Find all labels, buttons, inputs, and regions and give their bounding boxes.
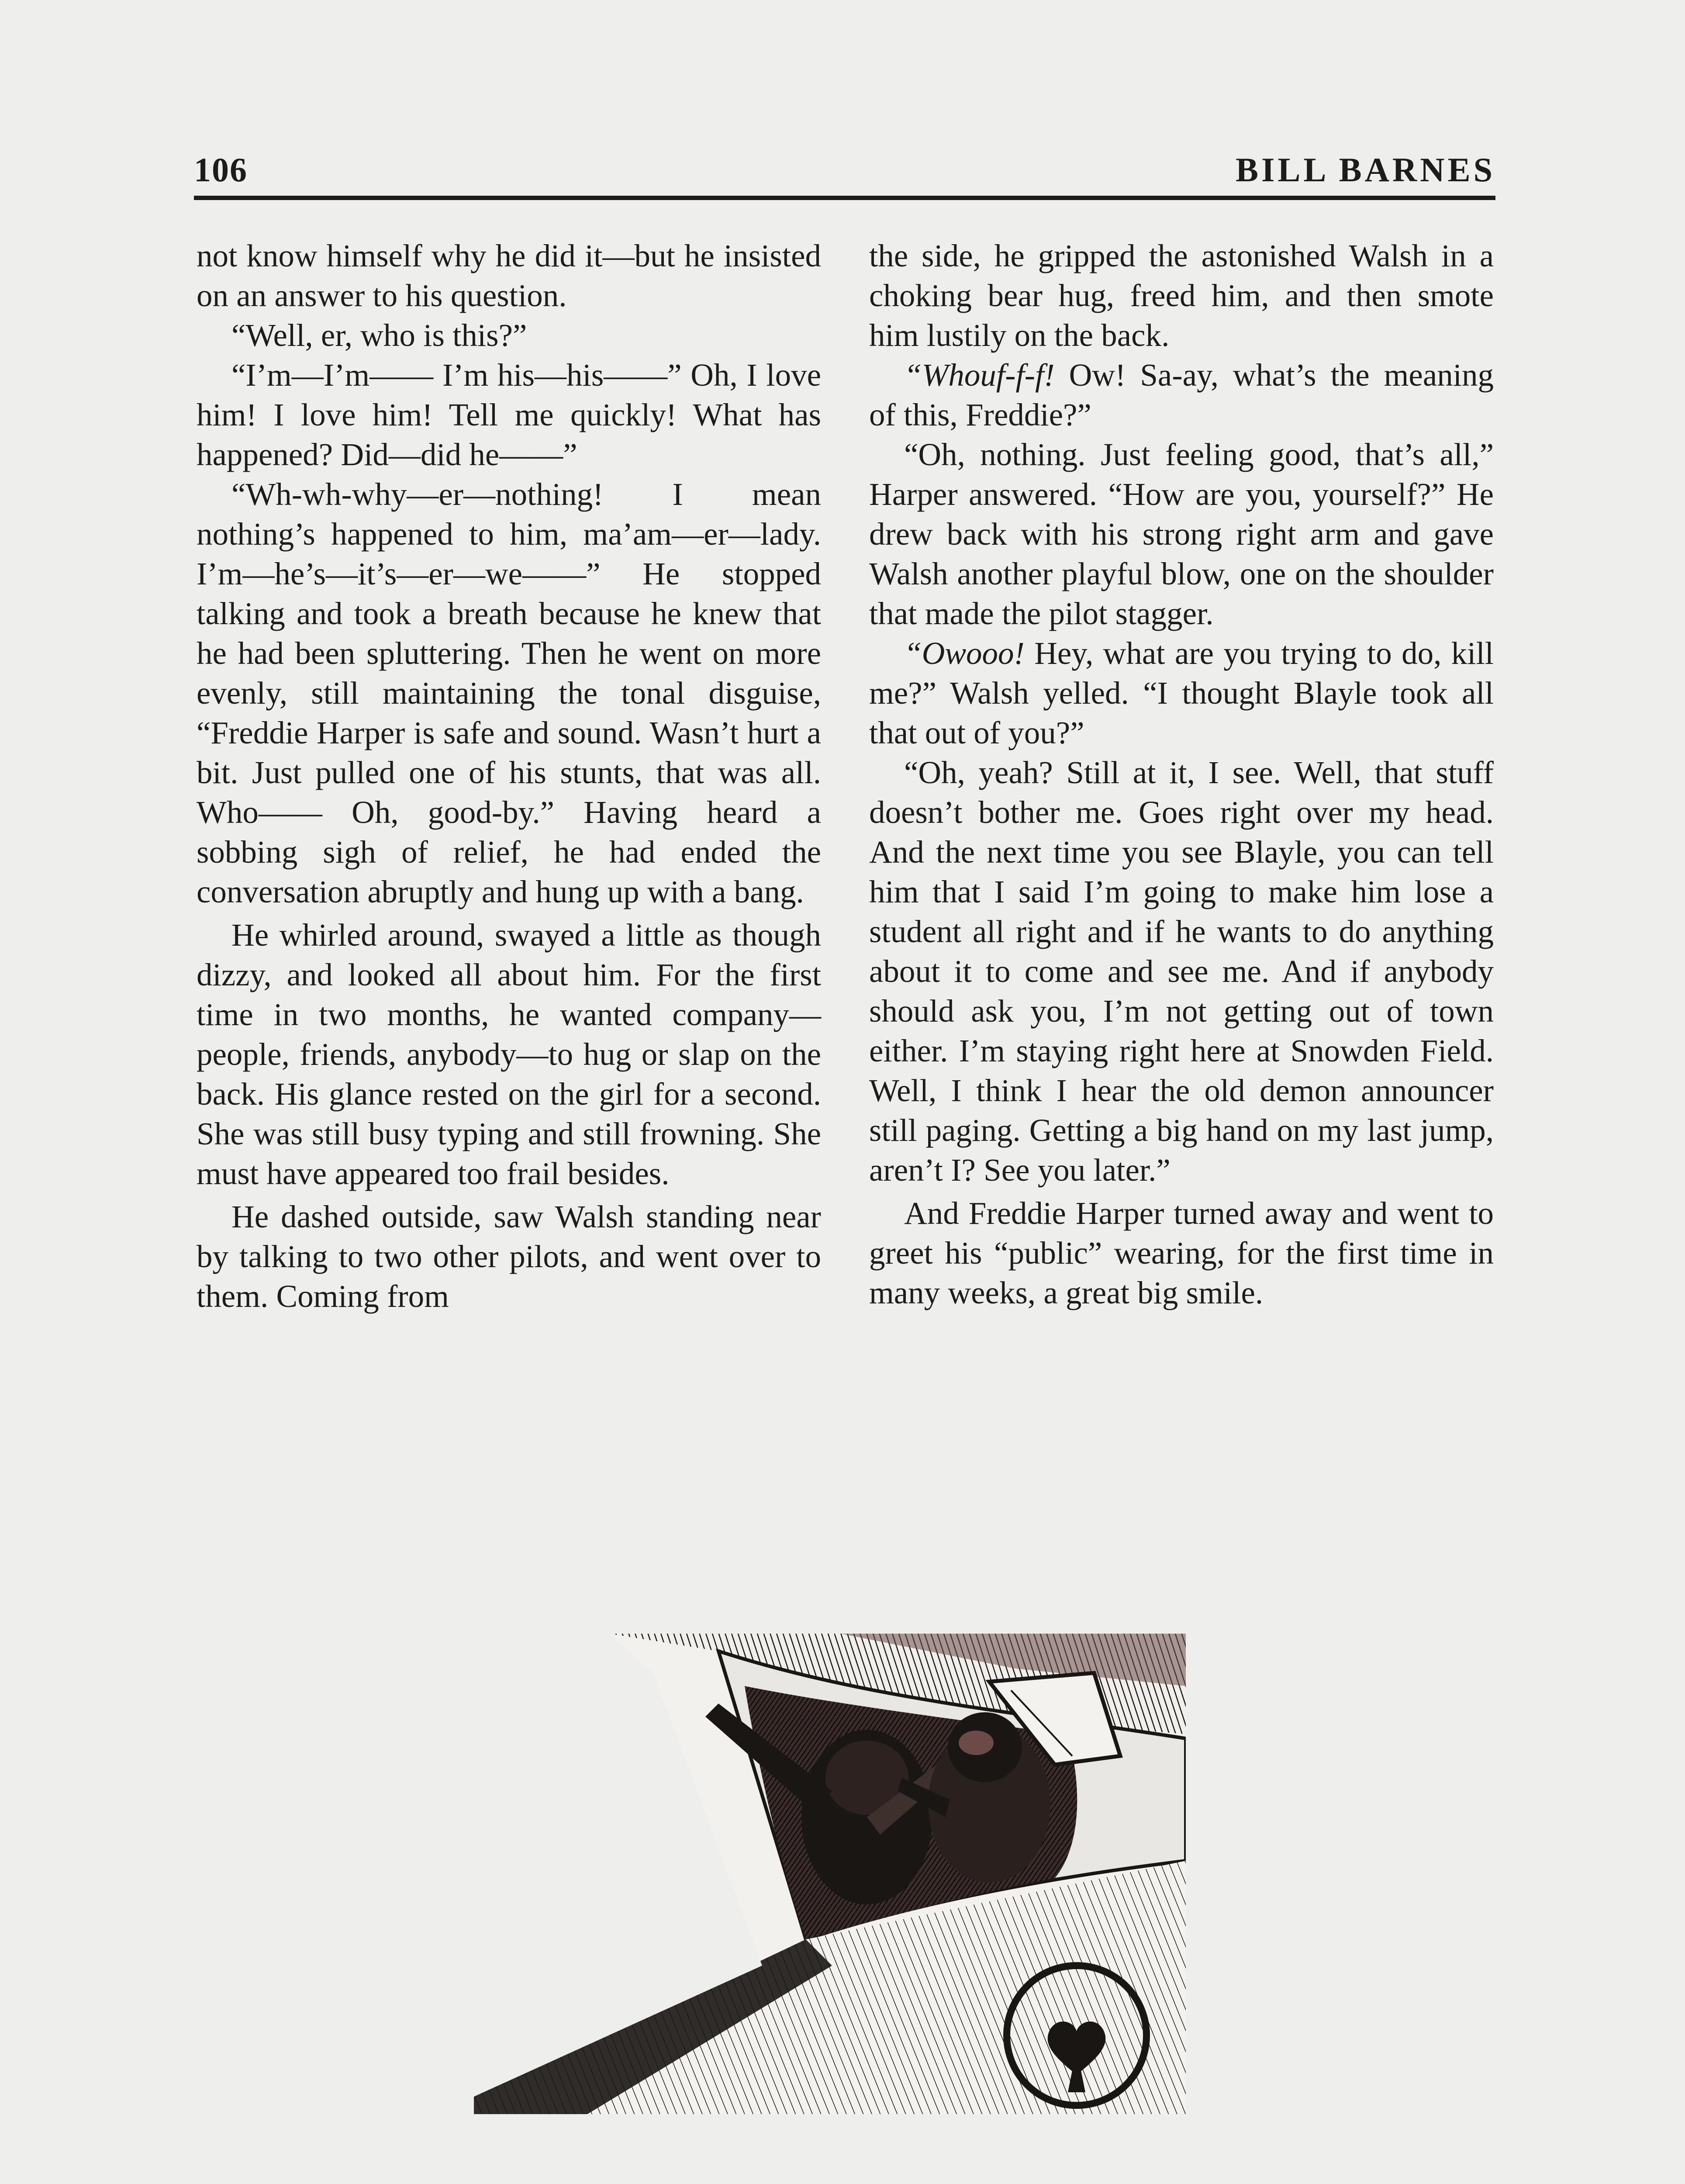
- right-column: [869, 236, 1494, 1313]
- paragraph: “Oh, nothing. Just feeling good, that’s all,” Harper answered. “How are you, yourself?” He drew back with his strong right arm and gave Walsh another playful blow, one on the shoulder that made the pilot stagger.: [869, 437, 1494, 631]
- paragraph: [869, 633, 1494, 753]
- page-header: [194, 148, 1495, 200]
- paragraph-text: Ow! Sa-ay, what’s the meaning of this, Freddie?”: [869, 357, 1494, 432]
- running-head: BILL BARNES: [1235, 151, 1495, 189]
- paragraph: “Well, er, who is this?”: [231, 318, 527, 353]
- paragraph: not know himself why he did it—but he insisted on an answer to his question.: [197, 238, 821, 313]
- paragraph: “Wh-wh-why—er—nothing! I mean nothing’s happened to him, ma’am—er—lady. I’m—he’s—it’s—er—we——” He stopped talking and took a breath because he knew that he had been spluttering. Then he went on more evenly, still maintaining the tonal disguise, “Freddie Harper is safe and sound. Wasn’t hurt a bit. Just pulled one of his stunts, that was all. Who—— Oh, good-by.” Having heard a sobbing sigh of relief, he had ended the conversation abruptly and hung up with a bang.: [197, 477, 821, 909]
- italic-exclamation: “Whouf-f-f!: [904, 357, 1055, 393]
- paragraph: He dashed outside, saw Walsh standing near by talking to two other pilots, and went over to them. Coming from: [197, 1199, 821, 1314]
- paragraph: “Oh, yeah? Still at it, I see. Well, that stuff doesn’t bother me. Goes right over my head. And the next time you see Blayle, you can tell him that I said I’m going to make him lose a student all right and if he wants to do anything about it to come and see me. And if anybody should ask you, I’m not getting out of town either. I’m staying right here at Snowden Field. Well, I think I hear the old demon announcer still paging. Getting a big hand on my last jump, aren’t I? See you later.”: [869, 755, 1494, 1188]
- cockpit-illustration: [474, 1634, 1186, 2114]
- paragraph: And Freddie Harper turned away and went to greet his “public” wearing, for the first time in many weeks, a great big smile.: [869, 1196, 1494, 1310]
- paragraph: the side, he gripped the astonished Walsh in a choking bear hug, freed him, and then smote him lustily on the back.: [869, 238, 1494, 353]
- paragraph: He whirled around, swayed a little as though dizzy, and looked all about him. For the first time in two months, he wanted company—people, friends, anybody—to hug or slap on the back. His glance rested on the girl for a second. She was still busy typing and still frowning. She must have appeared too frail besides.: [197, 917, 821, 1191]
- paragraph: “I’m—I’m—— I’m his—his——” Oh, I love him! I love him! Tell me quickly! What has happened? Did—did he——”: [197, 357, 821, 472]
- page-number: 106: [194, 151, 248, 189]
- italic-exclamation: “Owooo!: [904, 636, 1025, 671]
- left-column: [197, 236, 821, 1316]
- paragraph-text: Hey, what are you trying to do, kill me?” Walsh yelled. “I thought Blayle took all that out of you?”: [869, 636, 1494, 750]
- paragraph: [869, 355, 1494, 435]
